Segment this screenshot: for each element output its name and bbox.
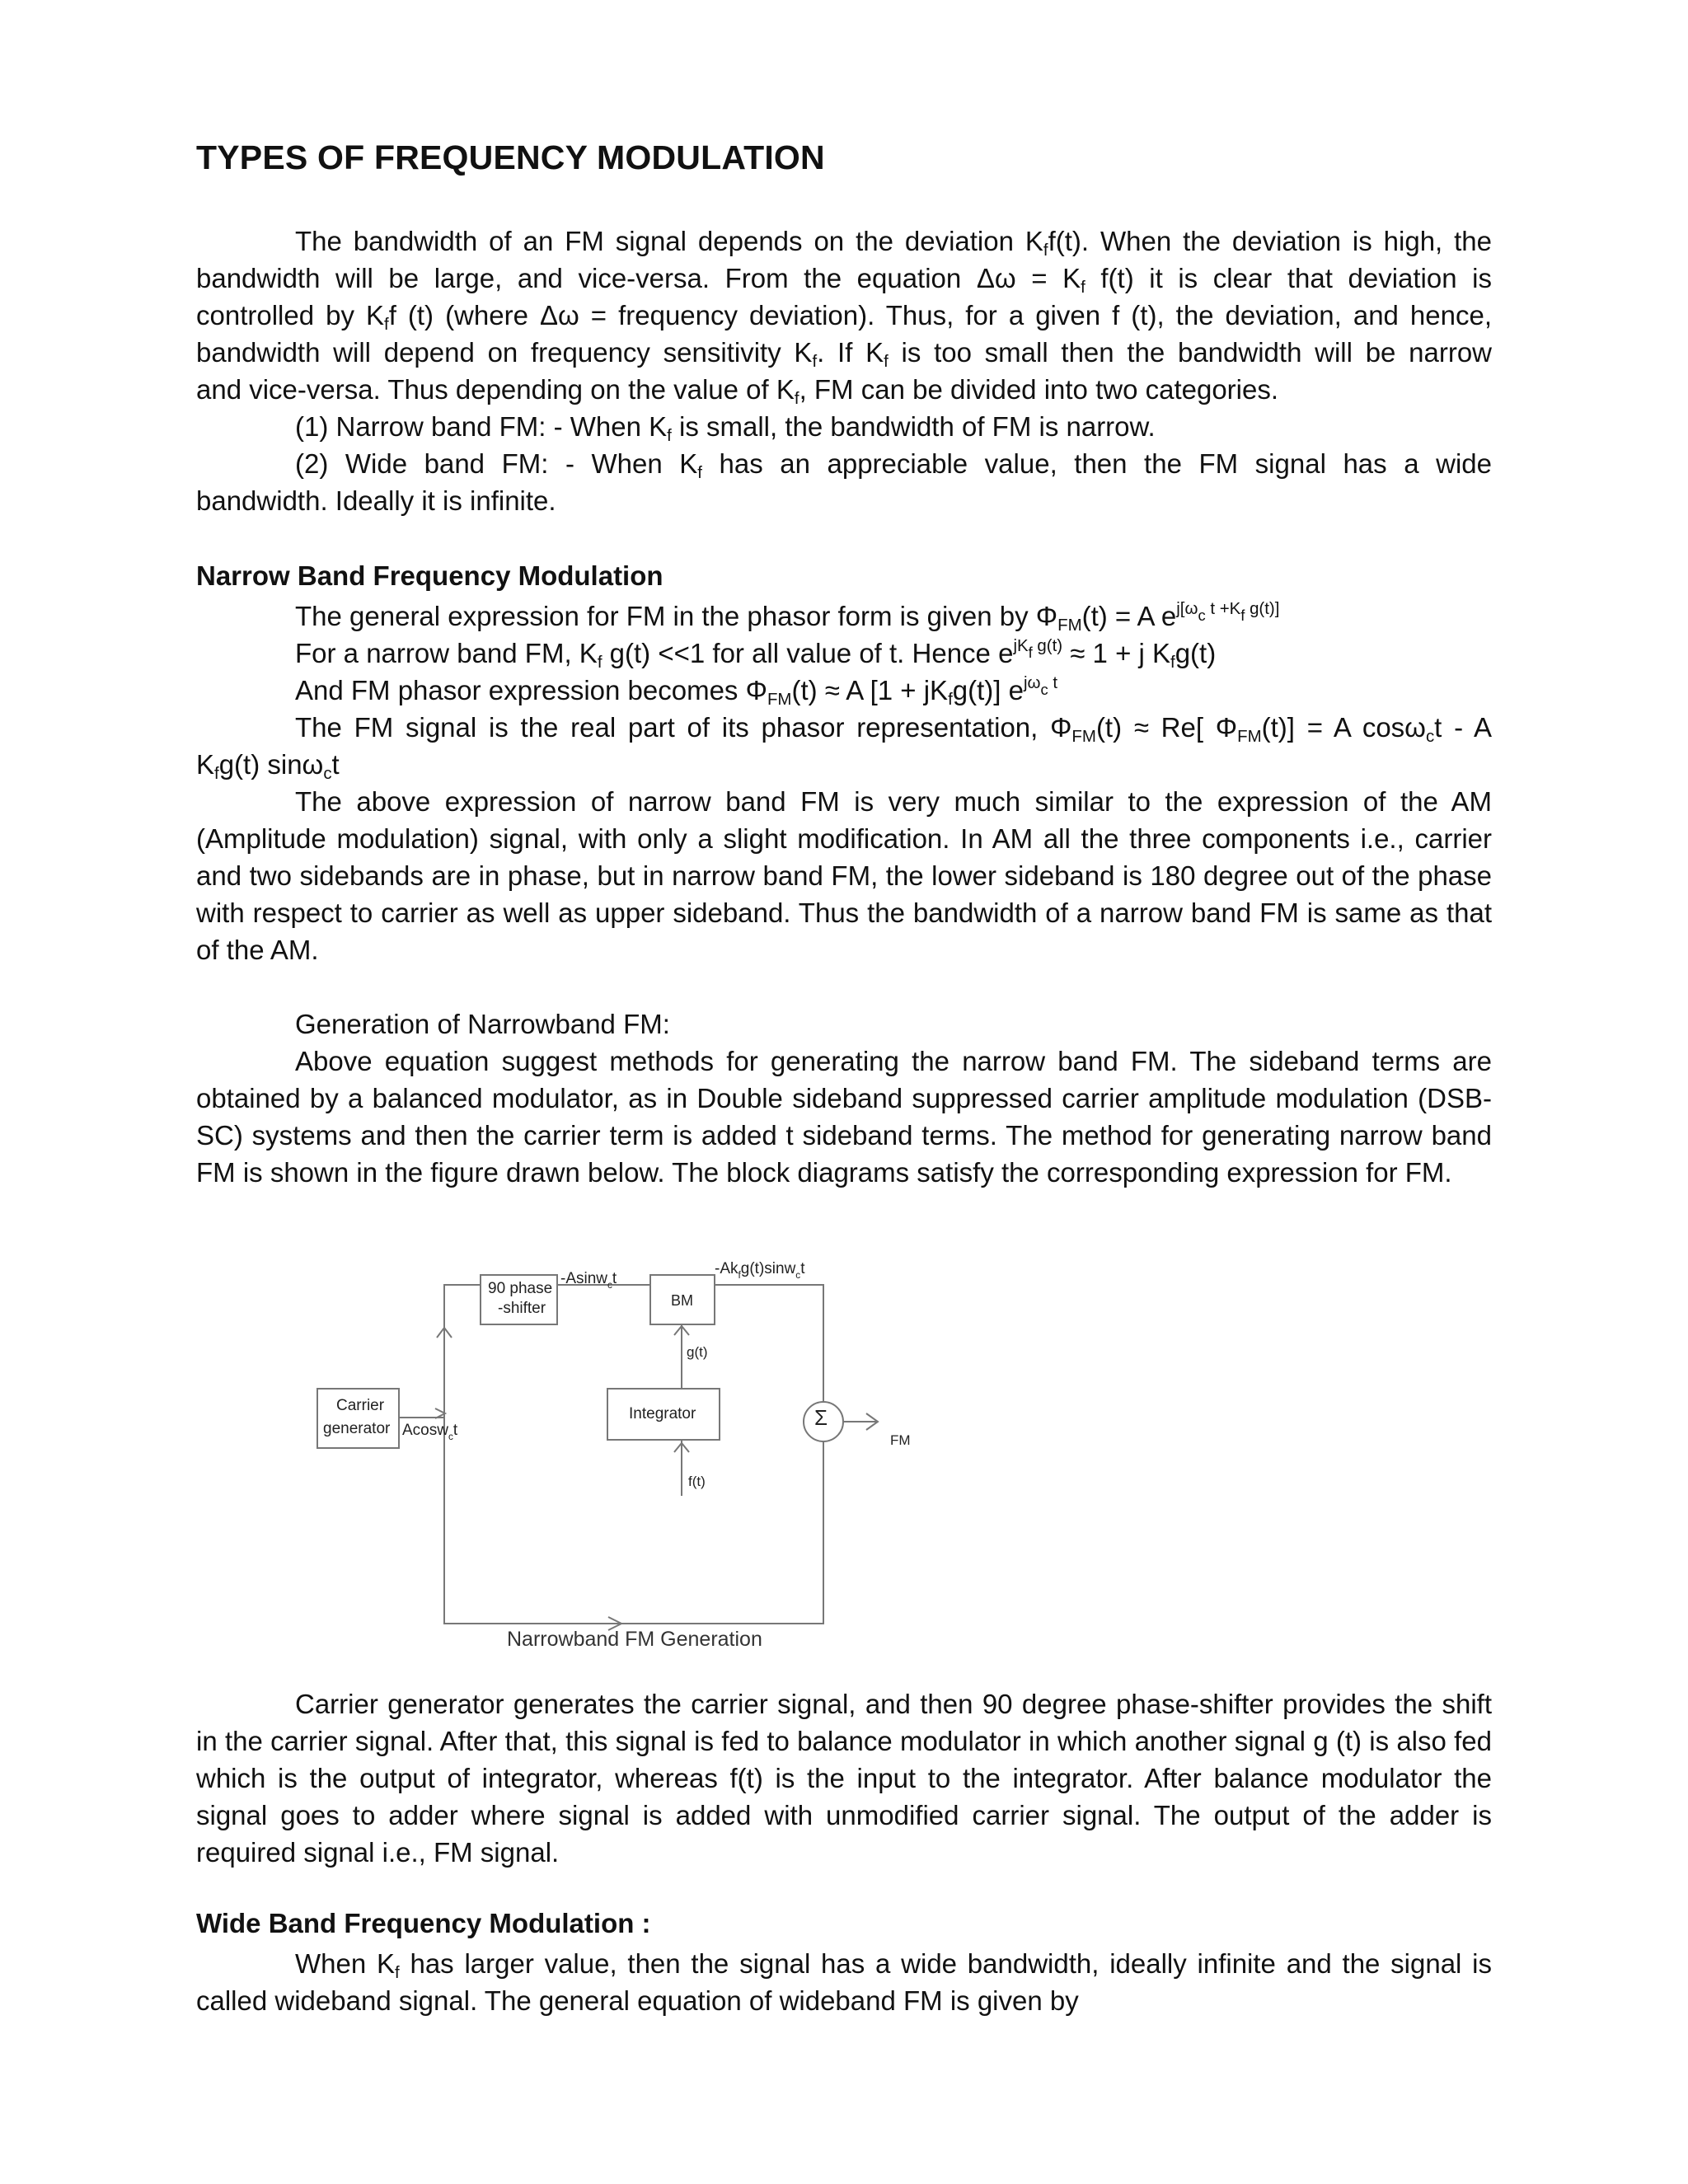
equation-phasor: And FM phasor expression becomes $\Phi_{FM}(t) \approx A$ $[1 + jK_fg(t)]$ $e^{j\omega_c t}$ xyxy=(295,673,1058,709)
page-title: TYPES OF FREQUENCY MODULATION xyxy=(196,138,825,176)
phase-shifter-label-1: 90 phase xyxy=(488,1280,553,1297)
intro-line-4: bandwidth will depend on frequency sensitivity $K_f$. If $K_f$ is too small then the bandwidth will be narrow xyxy=(196,337,1492,371)
intro-line-1: The bandwidth of an FM signal depends on the deviation $K_ff(t)$. When the deviation is high, the xyxy=(295,226,1493,260)
label-acos: Acosw$_c$t xyxy=(402,1422,458,1442)
carrier-label-2: generator xyxy=(323,1420,391,1437)
intro-line-2: bandwidth will be large, and vice-versa. From the equation $\Delta\omega = K_f$ f(t) it is clear that deviation is xyxy=(196,263,1492,297)
equation-real-part-cont: $K_fg(t)$ sinω$_c$t xyxy=(196,749,340,783)
category-narrow: (1) Narrow band FM: - When $K_f$ is small, the bandwidth of FM is narrow. xyxy=(295,411,1156,445)
fm-output-label: FM xyxy=(890,1432,911,1448)
carrier-label-1: Carrier xyxy=(336,1397,385,1414)
category-wide-cont: bandwidth. Ideally it is infinite. xyxy=(196,485,556,516)
narrow-band-heading: Narrow Band Frequency Modulation xyxy=(196,560,663,591)
label-gt: g(t) xyxy=(687,1344,708,1360)
figure-caption: Narrowband FM Generation xyxy=(507,1628,762,1651)
block-diagram xyxy=(303,1257,1128,1669)
equation-approx: For a narrow band FM, $K_f$ g(t) <<1 for all value of t. Hence $e^{jK_f g(t)} \approx 1 + j$ $K_fg(t)$ xyxy=(295,636,1217,672)
narrow-band-comparison: The above expression of narrow band FM is very much similar to the expression of the AM (Amplitude modulation) signal, with only a slight modification. In AM all the three components i.e., carrier and two sidebands are in phase, but in narrow band FM, the lower sideband is 180 degree out of the phase with respect to carrier as well as upper sideband. Thus the bandwidth of a narrow band FM is same as that of the AM. xyxy=(196,786,1492,965)
label-asin: -Asinw$_c$t xyxy=(560,1270,617,1291)
bm-label: BM xyxy=(671,1292,693,1309)
sigma-symbol: Σ xyxy=(814,1405,828,1430)
intro-line-5: and vice-versa. Thus depending on the value of $K_f$, FM can be divided into two categories. xyxy=(196,374,1279,408)
intro-line-3: controlled by $K_ff$ (t) (where Δω = frequency deviation). Thus, for a given f (t), the deviation, and hence, xyxy=(196,300,1493,334)
category-wide: (2) Wide band FM: - When $K_f$ has an appreciable value, then the FM signal has a wide xyxy=(295,448,1492,482)
wide-band-paragraph: When $K_f$ has larger value, then the signal has a wide bandwidth, ideally infinite and the signal is called wideband signal. The general equation of wideband FM is given by xyxy=(196,1948,1492,2016)
block-diagram-lines xyxy=(303,1257,1128,1669)
label-ft: f(t) xyxy=(688,1474,706,1489)
phase-shifter-label-2: -shifter xyxy=(498,1300,546,1317)
equation-general: The general expression for FM in the phasor form is given by $\Phi_{FM}(t) = A$ $e^{j[\omega_c t +K_f g(t)]}$ xyxy=(295,599,1280,635)
after-figure-paragraph: Carrier generator generates the carrier signal, and then 90 degree phase-shifter provides the shift in the carrier signal. After that, this signal is fed to balance modulator in which another signal g (t) is also fed which is the output of integrator, whereas f(t) is the input to the integrator. After balance modulator the signal goes to adder where signal is added with unmodified carrier signal. The output of the adder is required signal i.e., FM signal. xyxy=(196,1689,1492,1868)
wide-band-heading: Wide Band Frequency Modulation : xyxy=(196,1908,651,1938)
generation-heading: Generation of Narrowband FM: xyxy=(295,1009,670,1039)
integrator-label: Integrator xyxy=(629,1405,696,1422)
label-akf-sin: $-Ak_fg(t)\sin w_ct$ xyxy=(715,1260,805,1281)
generation-paragraph: Above equation suggest methods for generating the narrow band FM. The sideband terms are obtained by a balanced modulator, as in Double sideband suppressed carrier amplitude modulation (DSB-SC) systems and then the carrier term is added t sideband terms. The method for generating narrow band FM is shown in the figure drawn below. The block diagrams satisfy the corresponding expression for FM. xyxy=(196,1046,1492,1188)
equation-real-part: The FM signal is the real part of its phasor representation, $\Phi_{FM}(t) \approx Re$[ $\Phi_{FM}(t)] = A$ cosω$_c$t - A xyxy=(295,712,1493,746)
